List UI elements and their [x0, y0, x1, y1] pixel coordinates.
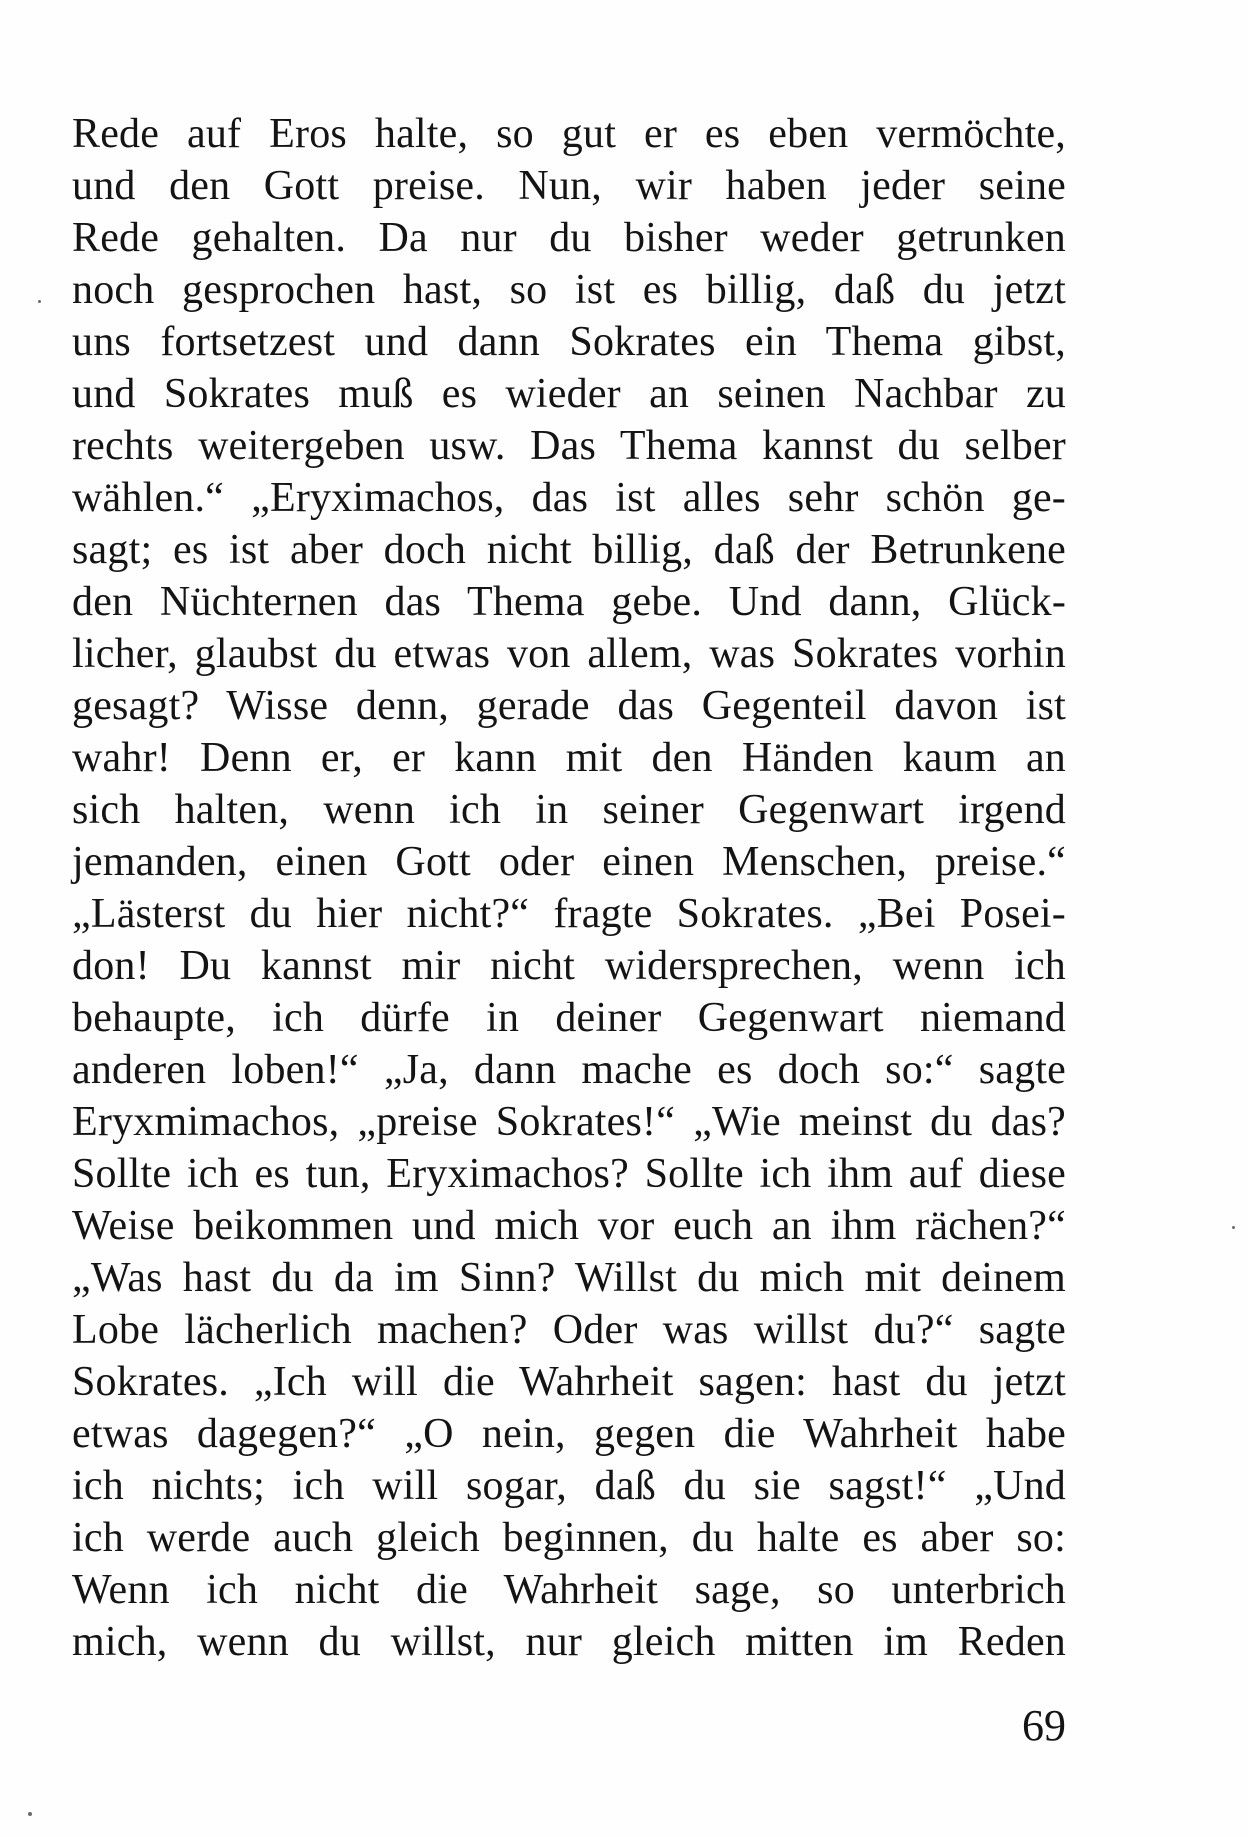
text-line: Sokrates. „Ich will die Wahrheit sagen: hast du jetzt [72, 1359, 1066, 1405]
scan-speck [28, 1812, 32, 1816]
text-line: Weise beikommen und mich vor euch an ihm rächen?“ [72, 1203, 1066, 1249]
text-line: don! Du kannst mir nicht widersprechen, wenn ich [72, 943, 1066, 989]
text-line: etwas dagegen?“ „O nein, gegen die Wahrheit habe [72, 1411, 1066, 1457]
page-number: 69 [1022, 1701, 1066, 1750]
text-line: uns fortsetzest und dann Sokrates ein Thema gibst, [72, 319, 1066, 365]
text-line: rechts weitergeben usw. Das Thema kannst du selber [72, 423, 1066, 469]
text-line: und den Gott preise. Nun, wir haben jeder seine [72, 163, 1066, 209]
text-line: gesagt? Wisse denn, gerade das Gegenteil davon ist [72, 683, 1066, 729]
scan-speck [38, 300, 41, 303]
text-line: „Lästerst du hier nicht?“ fragte Sokrates. „Bei Posei- [72, 891, 1066, 937]
text-line: noch gesprochen hast, so ist es billig, daß du jetzt [72, 267, 1066, 313]
text-line: behaupte, ich dürfe in deiner Gegenwart niemand [72, 995, 1066, 1041]
text-line: Lobe lächerlich machen? Oder was willst du?“ sagte [72, 1307, 1066, 1353]
text-line: sich halten, wenn ich in seiner Gegenwart irgend [72, 787, 1066, 833]
text-line: ich werde auch gleich beginnen, du halte es aber so: [72, 1515, 1066, 1561]
text-line: Eryxmimachos, „preise Sokrates!“ „Wie meinst du das? [72, 1099, 1066, 1145]
text-line: und Sokrates muß es wieder an seinen Nachbar zu [72, 371, 1066, 417]
text-line: „Was hast du da im Sinn? Willst du mich mit deinem [72, 1255, 1066, 1301]
text-line: wahr! Denn er, er kann mit den Händen kaum an [72, 735, 1066, 781]
text-line: Rede gehalten. Da nur du bisher weder getrunken [72, 215, 1066, 261]
text-line: licher, glaubst du etwas von allem, was Sokrates vorhin [72, 631, 1066, 677]
text-line: Rede auf Eros halte, so gut er es eben vermöchte, [72, 111, 1066, 157]
text-line: Wenn ich nicht die Wahrheit sage, so unterbrich [72, 1567, 1066, 1613]
text-line: den Nüchternen das Thema gebe. Und dann, Glück- [72, 579, 1066, 625]
body-text [72, 108, 1066, 1668]
text-line: Sollte ich es tun, Eryximachos? Sollte ich ihm auf diese [72, 1151, 1066, 1197]
text-line: wählen.“ „Eryximachos, das ist alles sehr schön ge- [72, 475, 1066, 521]
text-line: sagt; es ist aber doch nicht billig, daß der Betrunkene [72, 527, 1066, 573]
text-line: ich nichts; ich will sogar, daß du sie sagst!“ „Und [72, 1463, 1066, 1509]
text-line: jemanden, einen Gott oder einen Menschen, preise.“ [72, 839, 1066, 885]
scan-speck [1232, 1226, 1235, 1229]
text-line: mich, wenn du willst, nur gleich mitten im Reden [72, 1619, 1066, 1665]
text-line: anderen loben!“ „Ja, dann mache es doch so:“ sagte [72, 1047, 1066, 1093]
